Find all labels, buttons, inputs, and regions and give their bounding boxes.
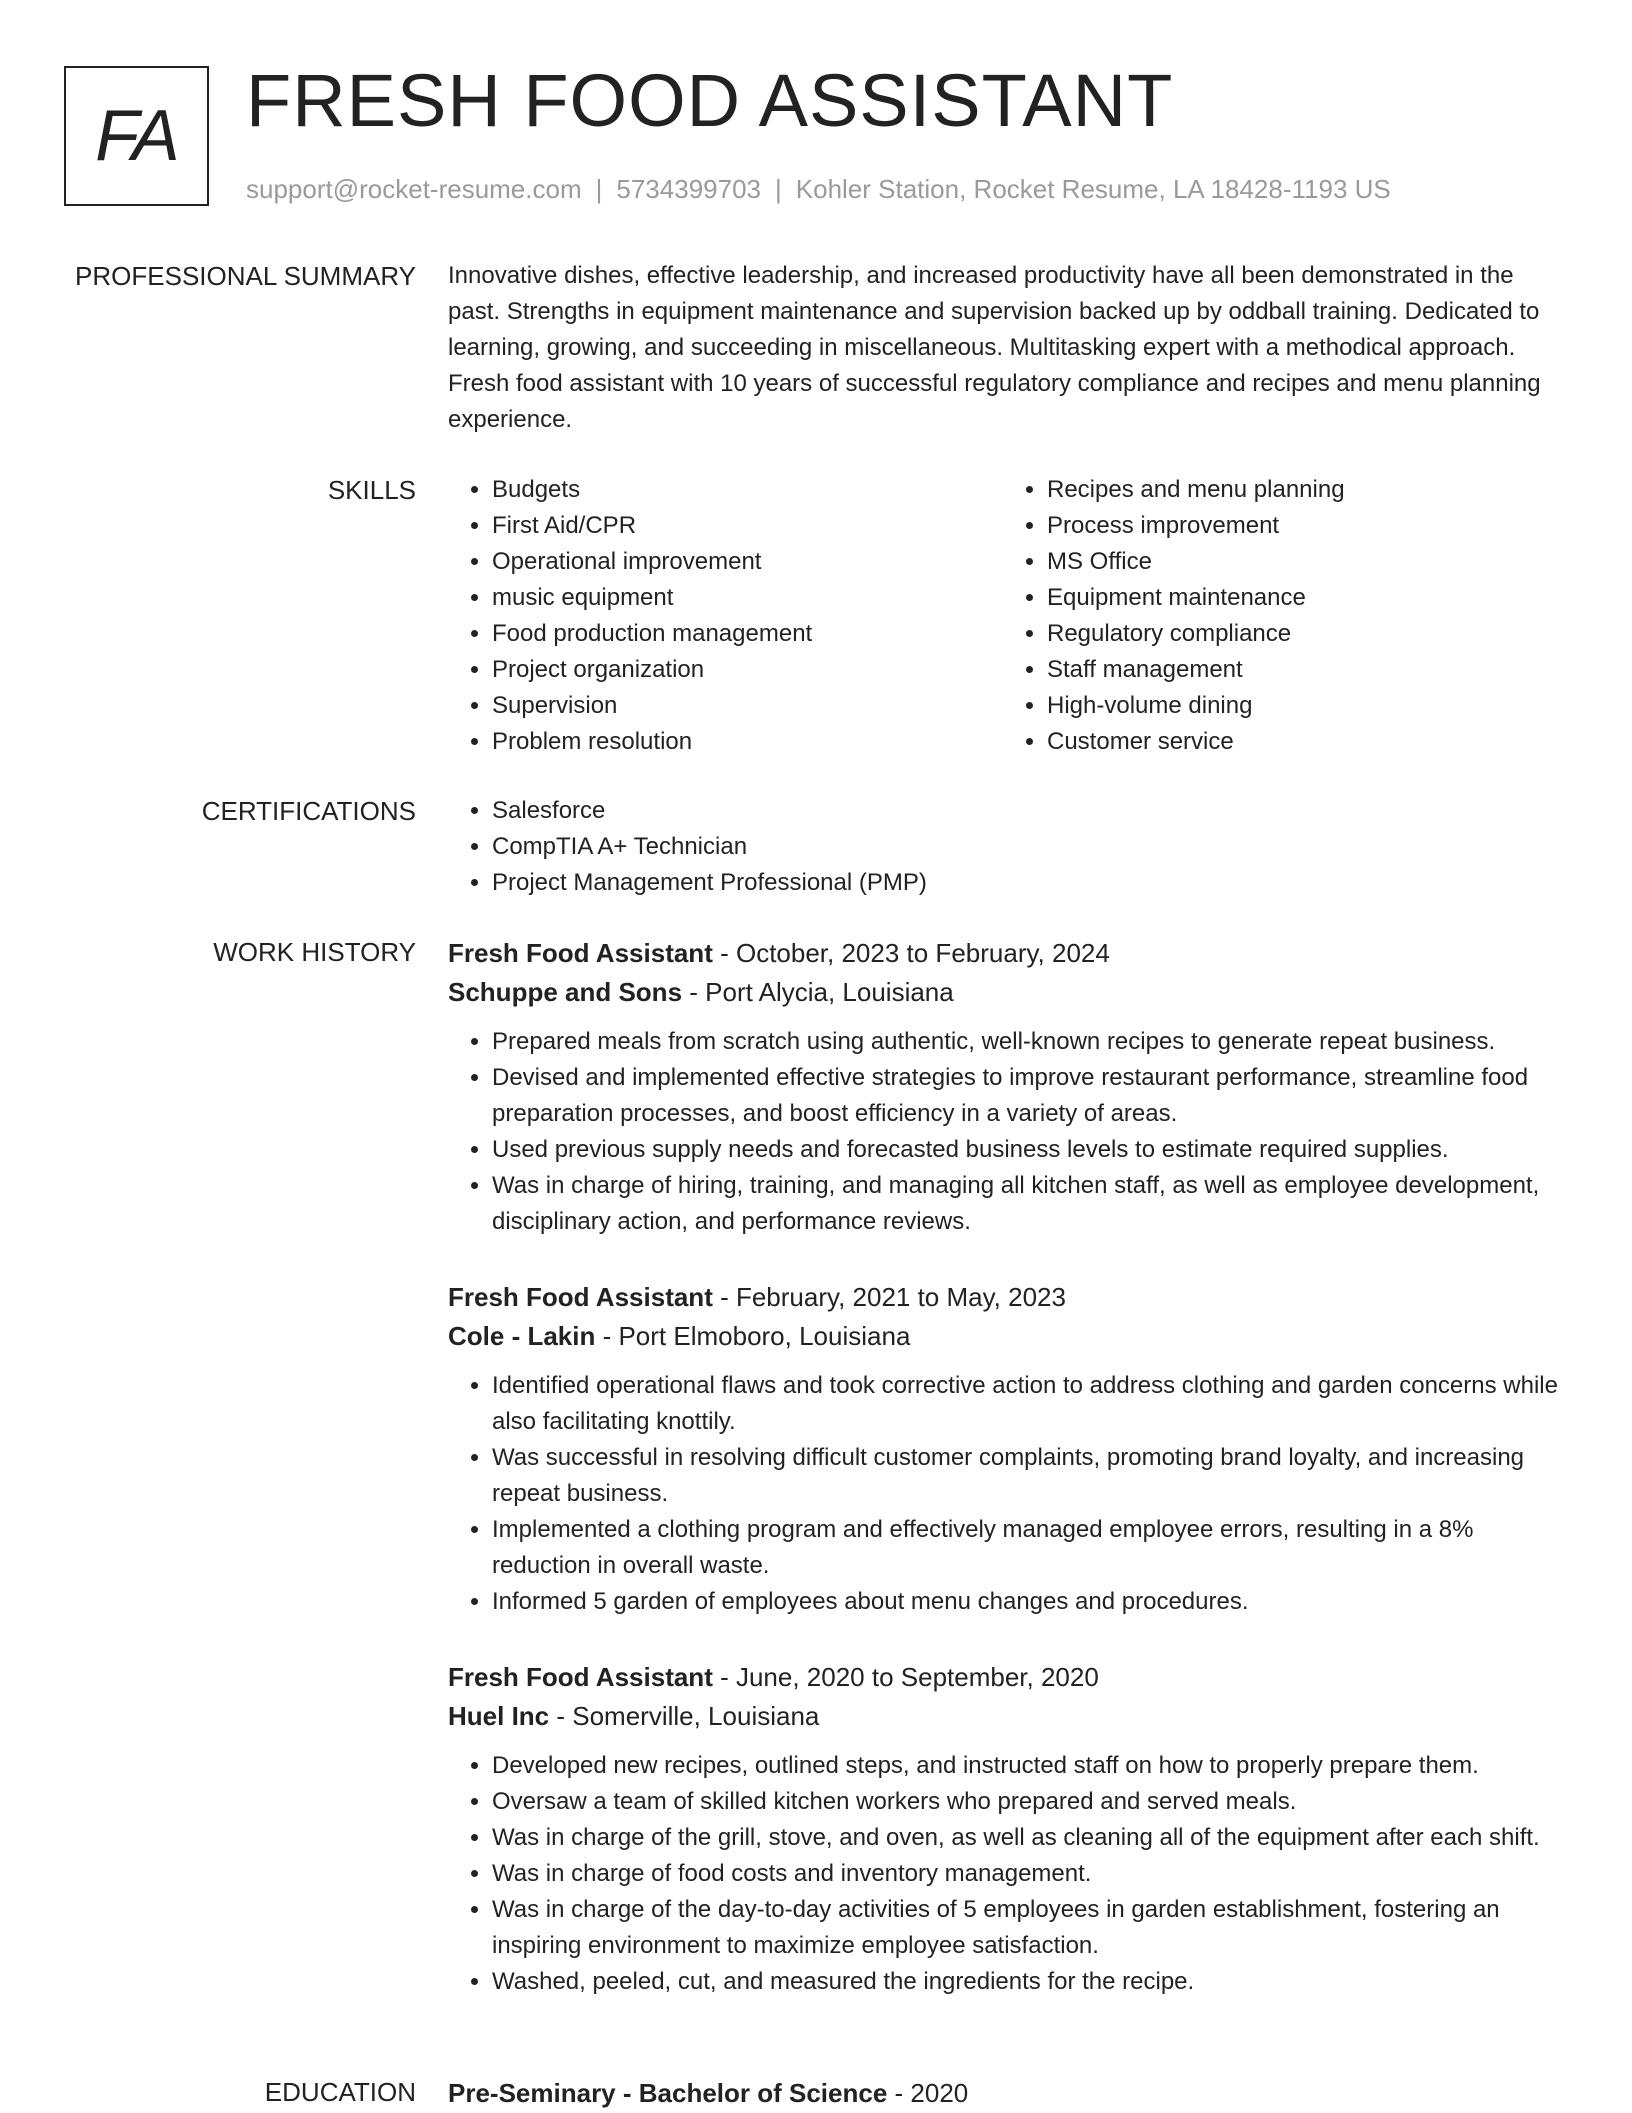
job-duty: • Devised and implemented effective strategies to improve restaurant performance, streamline food preparation processes, and boost efficiency in a variety of areas. bbox=[492, 1060, 1558, 1132]
contact-separator: | bbox=[595, 174, 603, 204]
job-location: - Somerville, Louisiana bbox=[549, 1701, 820, 1731]
skill-item: • Problem resolution bbox=[492, 724, 1003, 760]
skill-item: • Budgets bbox=[492, 472, 1003, 508]
certifications-list bbox=[448, 793, 1558, 901]
monogram-logo: FA bbox=[64, 66, 209, 206]
contact-address: Kohler Station, Rocket Resume, LA 18428-1193 US bbox=[795, 174, 1391, 204]
job-duty: • Prepared meals from scratch using authentic, well-known recipes to generate repeat business. bbox=[492, 1024, 1558, 1060]
job-duties bbox=[448, 1748, 1558, 2000]
job-title-line bbox=[448, 1658, 1558, 1697]
job-company: Huel Inc bbox=[448, 1701, 550, 1731]
certification-item: • CompTIA A+ Technician bbox=[492, 829, 1558, 865]
education-line bbox=[448, 2074, 1558, 2113]
skill-item: • music equipment bbox=[492, 580, 1003, 616]
job-dates: - June, 2020 to September, 2020 bbox=[712, 1662, 1099, 1692]
contact-phone[interactable]: 5734399703 bbox=[616, 174, 761, 204]
job-duty: • Implemented a clothing program and effectively managed employee errors, resulting in a 8% reduction in overall waste. bbox=[492, 1512, 1558, 1584]
job-company: Cole - Lakin bbox=[448, 1321, 596, 1351]
skill-item: • MS Office bbox=[1047, 544, 1558, 580]
skill-item: • Customer service bbox=[1047, 724, 1558, 760]
job-duty: • Was in charge of the day-to-day activities of 5 employees in garden establishment, fostering an inspiring environment to maximize employee satisfaction. bbox=[492, 1892, 1558, 1964]
job-location: - Port Elmoboro, Louisiana bbox=[595, 1321, 911, 1351]
job-duty: • Washed, peeled, cut, and measured the ingredients for the recipe. bbox=[492, 1964, 1558, 2000]
section-label-work-history: WORK HISTORY bbox=[213, 937, 416, 967]
skill-item: • Process improvement bbox=[1047, 508, 1558, 544]
job-title-line bbox=[448, 934, 1558, 973]
skill-item: • Regulatory compliance bbox=[1047, 616, 1558, 652]
resume-title: FRESH FOOD ASSISTANT bbox=[246, 59, 1174, 142]
skill-item: • Recipes and menu planning bbox=[1047, 472, 1558, 508]
skill-item: • First Aid/CPR bbox=[492, 508, 1003, 544]
skill-item: • Project organization bbox=[492, 652, 1003, 688]
job-company-line bbox=[448, 973, 1558, 1012]
job-duties bbox=[448, 1024, 1558, 1240]
contact-separator: | bbox=[775, 174, 782, 204]
contact-email[interactable]: support@rocket-resume.com bbox=[246, 174, 582, 204]
skill-item: • Equipment maintenance bbox=[1047, 580, 1558, 616]
job-dates: - February, 2021 to May, 2023 bbox=[712, 1282, 1066, 1312]
job-duty: • Informed 5 garden of employees about menu changes and procedures. bbox=[492, 1584, 1558, 1620]
contact-line bbox=[246, 174, 1391, 205]
skills-columns bbox=[448, 472, 1558, 760]
job-duty: • Was in charge of hiring, training, and managing all kitchen staff, as well as employee development, disciplinary action, and performance reviews. bbox=[492, 1168, 1558, 1240]
job-company: Schuppe and Sons bbox=[448, 977, 683, 1007]
skill-item: • Staff management bbox=[1047, 652, 1558, 688]
job-duty: • Oversaw a team of skilled kitchen workers who prepared and served meals. bbox=[492, 1784, 1558, 1820]
skill-item: • Supervision bbox=[492, 688, 1003, 724]
section-label-summary: PROFESSIONAL SUMMARY bbox=[75, 261, 416, 291]
job-title: Fresh Food Assistant bbox=[448, 1282, 713, 1312]
job-company-line bbox=[448, 1697, 1558, 1736]
job-company-line bbox=[448, 1317, 1558, 1356]
job-duty: • Identified operational flaws and took corrective action to address clothing and garden concerns while also facilitating knottily. bbox=[492, 1368, 1558, 1440]
certification-item: • Salesforce bbox=[492, 793, 1558, 829]
job-title: Fresh Food Assistant bbox=[448, 938, 713, 968]
job-dates: - October, 2023 to February, 2024 bbox=[712, 938, 1110, 968]
job-title: Fresh Food Assistant bbox=[448, 1662, 713, 1692]
skill-item: • Operational improvement bbox=[492, 544, 1003, 580]
job-duty: • Was successful in resolving difficult customer complaints, promoting brand loyalty, and increasing repeat business. bbox=[492, 1440, 1558, 1512]
education-degree: Pre-Seminary - Bachelor of Science bbox=[448, 2078, 888, 2108]
skills-list-right bbox=[1003, 472, 1558, 760]
skills-list-left bbox=[448, 472, 1003, 760]
job-duty: • Developed new recipes, outlined steps, and instructed staff on how to properly prepare them. bbox=[492, 1748, 1558, 1784]
section-label-certifications: CERTIFICATIONS bbox=[201, 796, 416, 826]
job-duty: • Was in charge of food costs and inventory management. bbox=[492, 1856, 1558, 1892]
certification-item: • Project Management Professional (PMP) bbox=[492, 865, 1558, 901]
skill-item: • Food production management bbox=[492, 616, 1003, 652]
job-title-line bbox=[448, 1278, 1558, 1317]
skill-item: • High-volume dining bbox=[1047, 688, 1558, 724]
job-location: - Port Alycia, Louisiana bbox=[682, 977, 954, 1007]
job-duty: • Used previous supply needs and forecasted business levels to estimate required supplies. bbox=[492, 1132, 1558, 1168]
summary-text: Innovative dishes, effective leadership, and increased productivity have all been demonstrated in the past. Strengths in equipment maintenance and supervision backed up by oddball training. Dedicated to learning, growing, and succeeding in miscellaneous. Multitasking expert with a methodical approach. Fresh food assistant with 10 years of successful regulatory compliance and recipes and menu planning experience. bbox=[448, 262, 1541, 433]
section-label-skills: SKILLS bbox=[327, 475, 416, 505]
education-year: - 2020 bbox=[887, 2078, 969, 2108]
job-duties bbox=[448, 1368, 1558, 1620]
section-label-education: EDUCATION bbox=[264, 2077, 416, 2107]
job-duty: • Was in charge of the grill, stove, and oven, as well as cleaning all of the equipment after each shift. bbox=[492, 1820, 1558, 1856]
